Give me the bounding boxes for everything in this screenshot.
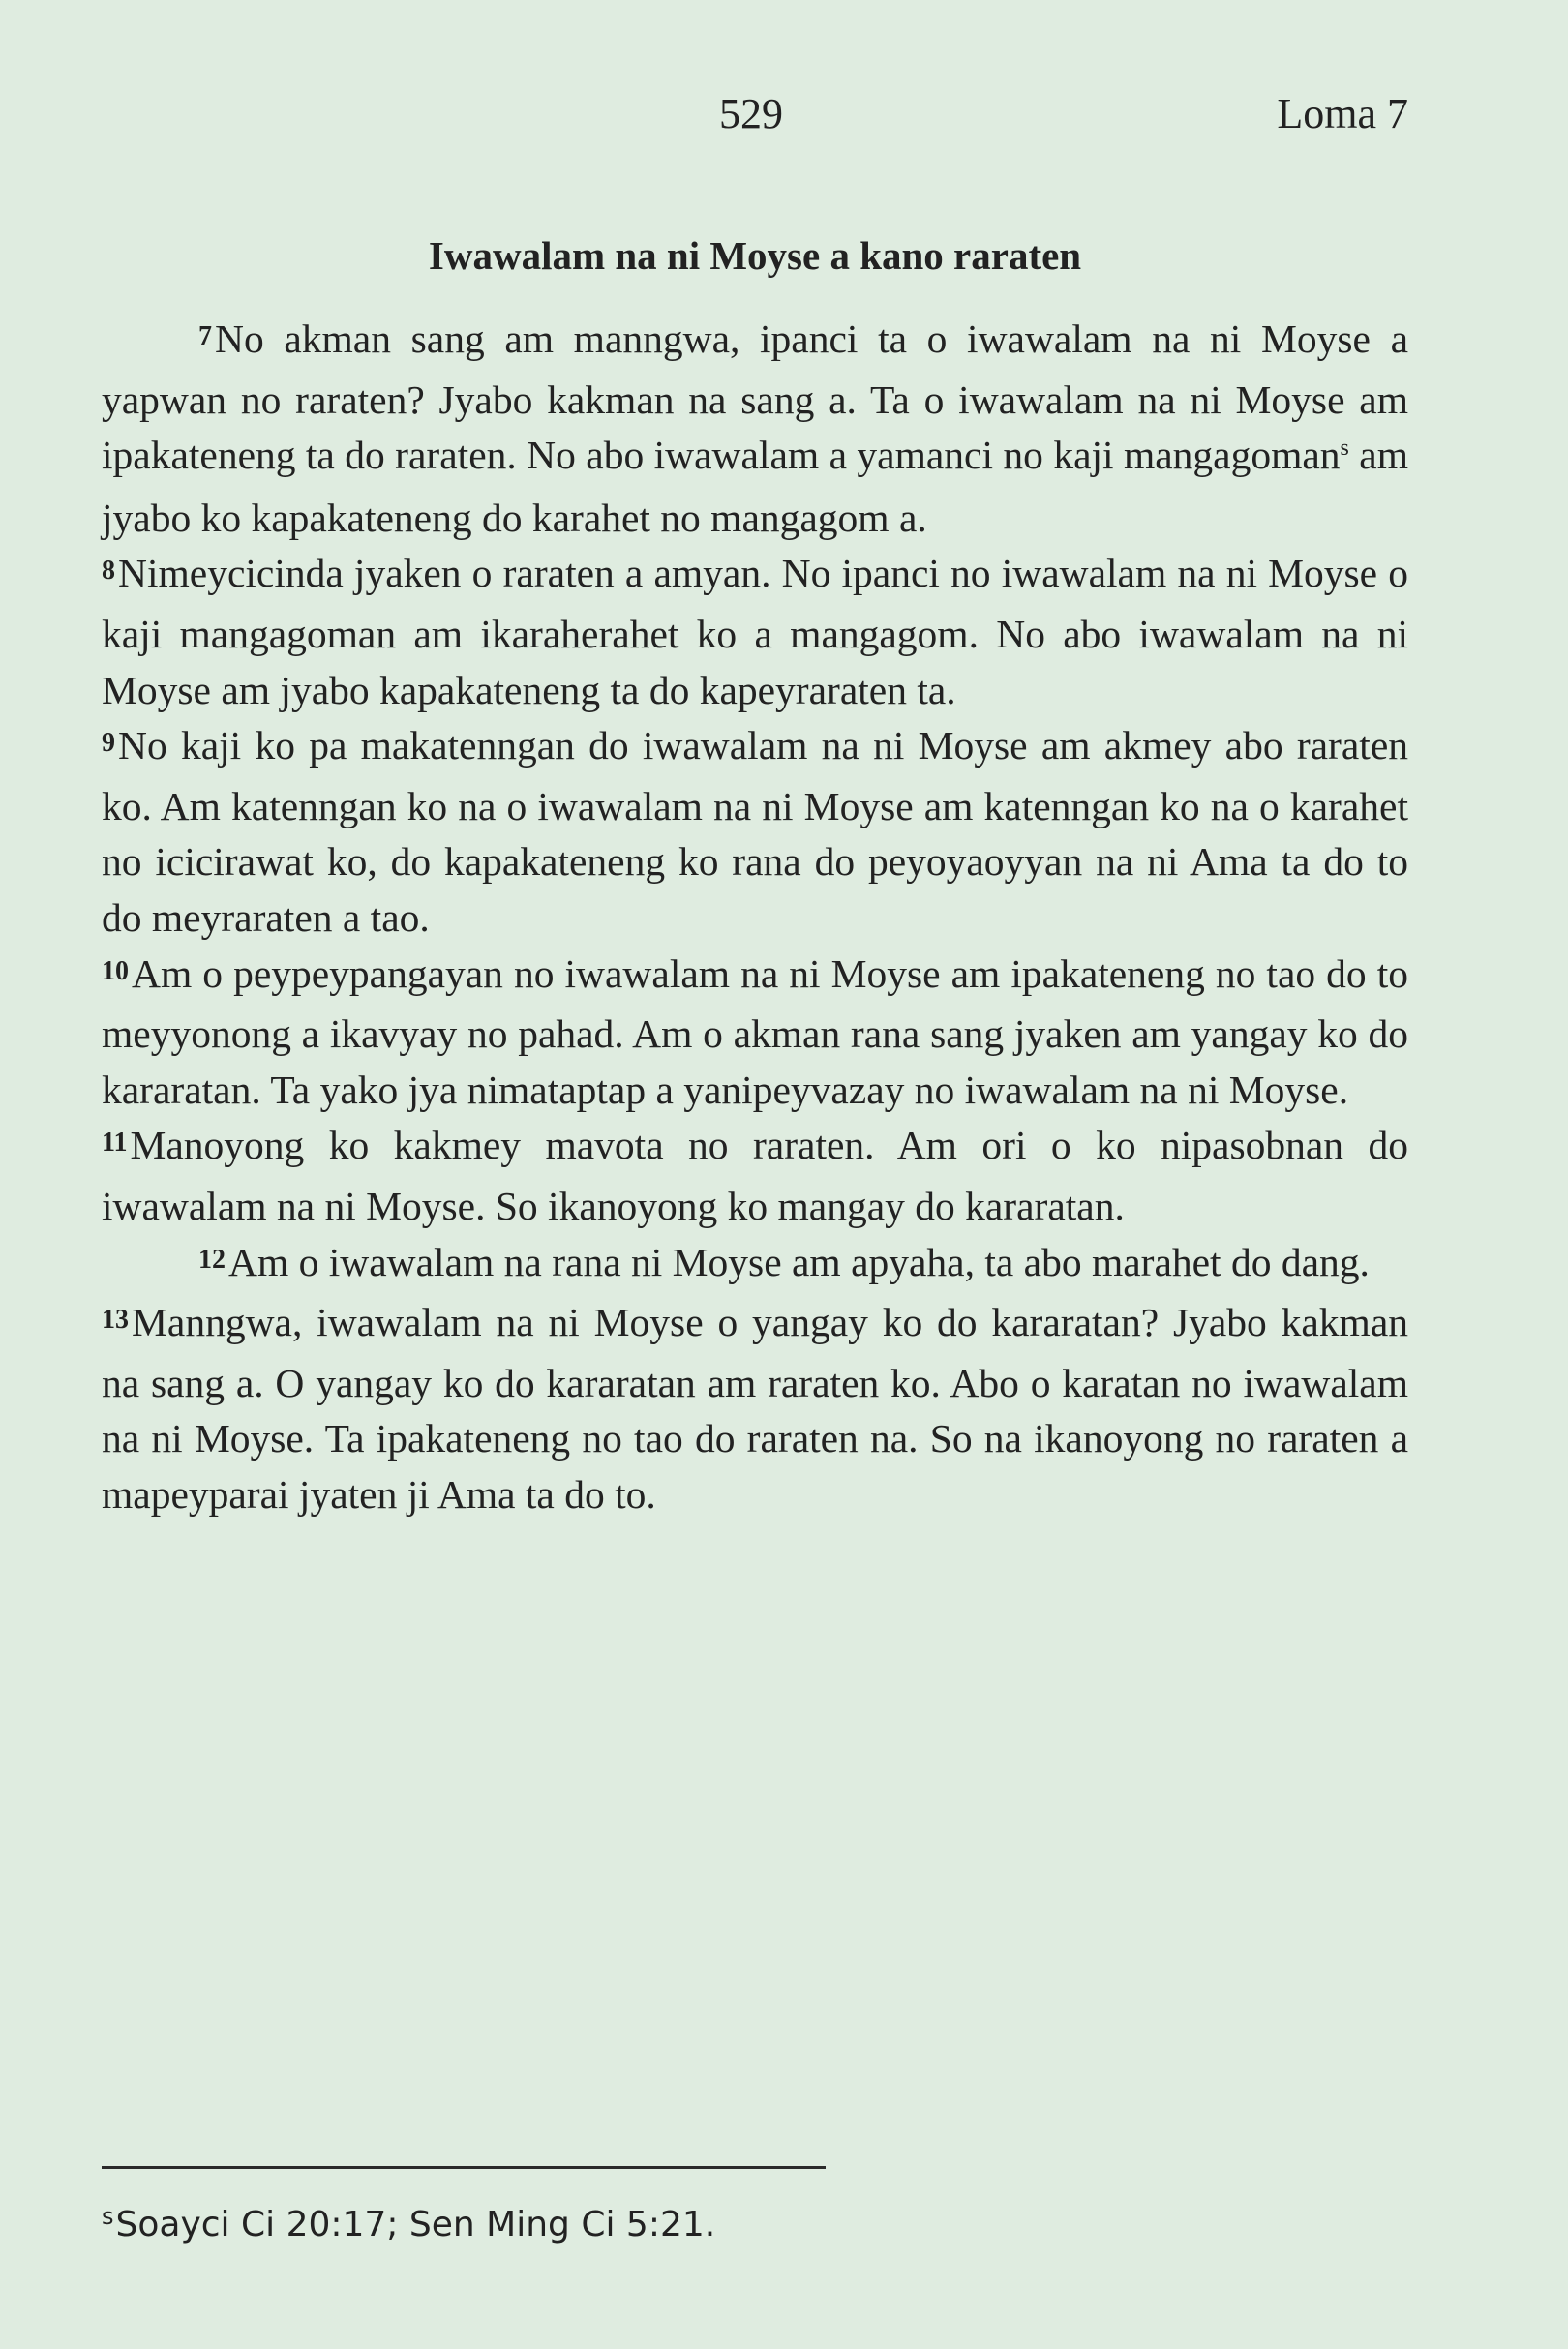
verse-11 <box>102 1118 1408 1234</box>
verse-10 <box>102 947 1408 1119</box>
verse-text <box>102 312 1408 1522</box>
verse-body: Am o iwawalam na rana ni Moyse am apyaha, ta abo marahet do dang. <box>228 1239 1370 1284</box>
verse-number: 9 <box>102 728 115 759</box>
verse-number: 8 <box>102 556 115 587</box>
verse-body: Nimeycicinda jyaken o raraten a amyan. No ipanci no iwawalam na ni Moyse o kaji mangagoman am ikaraherahet ko a mangagom. No abo iwawalam na ni Moyse am jyabo kapakateneng ta do kapeyraraten ta. <box>102 551 1408 712</box>
section-heading: Iwawalam na ni Moyse a kano raraten <box>428 233 1082 278</box>
page-number: 529 <box>719 90 783 137</box>
verse-body: No kaji ko pa makatenngan do iwawalam na ni Moyse am akmey abo raraten ko. Am katenngan ko na o iwawalam na ni Moyse am katenngan ko na o karahet no icicirawat ko, do kapakateneng ko rana do peyoyaoyyan na ni Ama ta do to do meyraraten a tao. <box>102 723 1408 940</box>
footnote <box>102 2205 1408 2244</box>
running-head <box>102 89 1408 147</box>
verse-13 <box>102 1295 1408 1522</box>
verse-number: 10 <box>102 955 129 986</box>
verse-7 <box>102 312 1408 546</box>
verse-body-continued: am jyabo ko kapakateneng do karahet no mangagom a. <box>102 433 1408 540</box>
verse-number: 13 <box>102 1305 129 1336</box>
verse-body: Manngwa, iwawalam na ni Moyse o yangay ko do kararatan? Jyabo kakman na sang a. O yangay ko do kararatan am raraten ko. Abo o karatan no iwawalam na ni Moyse. Ta ipakateneng no tao do raraten na. So na ikanoyong no raraten a mapeyparai jyaten ji Ama ta do to. <box>102 1300 1408 1517</box>
footnote-marker: s <box>102 2203 114 2230</box>
verse-body: Am o peypeypangayan no iwawalam na ni Moyse am ipakateneng no tao do to meyyonong a ikavyay no pahad. Am o akman rana sang jyaken am yangay ko do kararatan. Ta yako jya nimataptap a yanipeyvazay no iwawalam na ni Moyse. <box>102 950 1408 1112</box>
verse-12 <box>102 1235 1408 1296</box>
footnote-divider <box>102 2166 826 2169</box>
verse-body: No akman sang am manngwa, ipanci ta o iwawalam na ni Moyse a yapwan no raraten? Jyabo kakman na sang a. Ta o iwawalam na ni Moyse am ipakateneng ta do raraten. No abo iwawalam a yamanci no kaji mangagoman <box>102 316 1408 478</box>
verse-8 <box>102 546 1408 718</box>
verse-number: 12 <box>198 1244 226 1275</box>
verse-9 <box>102 718 1408 946</box>
footnote-marker: s <box>1340 436 1349 462</box>
verse-number: 11 <box>102 1128 128 1159</box>
footnote-text: Soayci Ci 20:17; Sen Ming Ci 5:21. <box>115 2205 716 2244</box>
verse-body: Manoyong ko kakmey mavota no raraten. Am ori o ko nipasobnan do iwawalam na ni Moyse. So ikanoyong ko mangay do kararatan. <box>102 1123 1408 1228</box>
book-chapter-reference: Loma 7 <box>1277 90 1408 137</box>
verse-number: 7 <box>198 321 212 351</box>
